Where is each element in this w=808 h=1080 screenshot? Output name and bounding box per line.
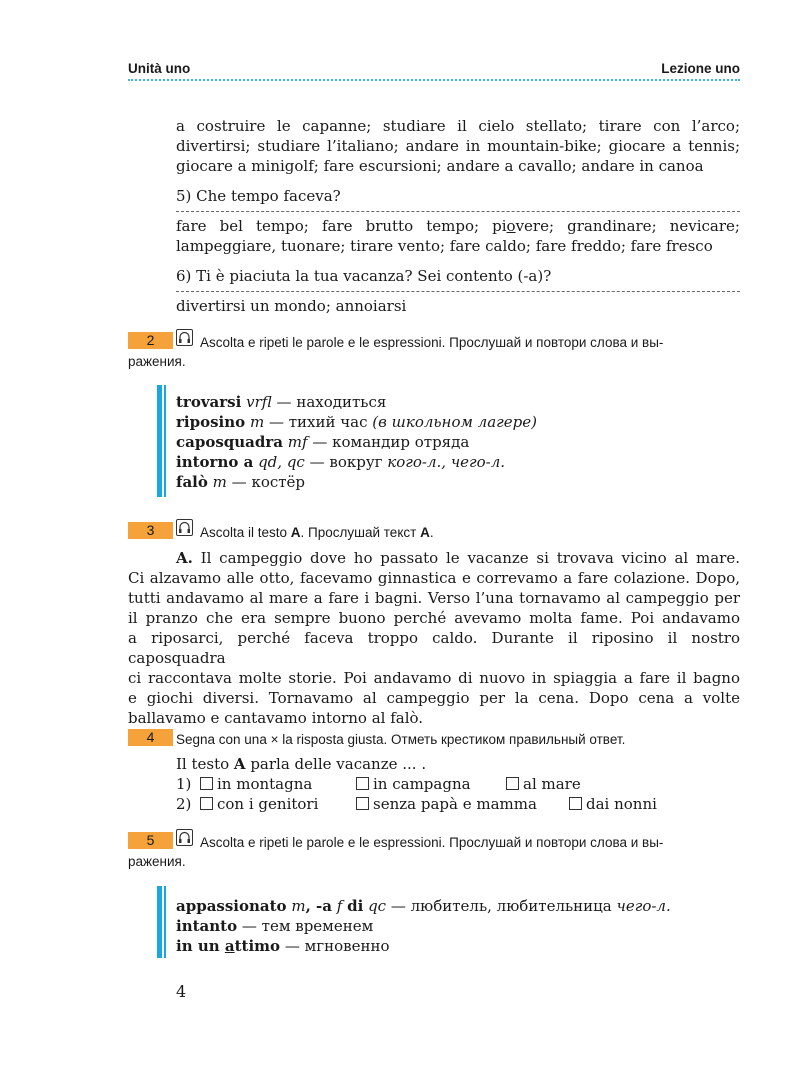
reading-text-a	[128, 548, 740, 728]
text-line: ballavamo e cantavamo intorno al falò.	[128, 709, 424, 727]
weather-expressions	[176, 216, 740, 256]
headphones-icon[interactable]	[176, 519, 193, 536]
vocabulary-list	[176, 392, 537, 492]
text-line: e giochi diversi. Tornavamo al campeggio per la cena. Dopo cena a volte	[128, 689, 740, 707]
header-divider	[128, 79, 740, 81]
page-number: 4	[176, 982, 187, 1001]
checkbox-option[interactable]: dai nonni	[569, 794, 657, 814]
checkbox[interactable]	[506, 777, 519, 790]
vocab-entry: intanto — тем временем	[176, 917, 374, 935]
vocab-entry: riposino m — тихий час (в школьном лагере)	[176, 413, 537, 431]
quiz-row	[176, 774, 740, 794]
text-line: giocare a minigolf; fare escursioni; andare a cavallo; andare in canoa	[176, 157, 704, 175]
question-6: 6) Ti è piaciuta la tua vacanza? Sei contento (-a)?	[176, 267, 552, 285]
headphones-icon[interactable]	[176, 829, 193, 846]
exercise-instruction: Ascolta il testo A. Прослушай текст A.	[200, 525, 434, 540]
vocab-entry: caposquadra mf — командир отряда	[176, 433, 470, 451]
vocab-entry: intorno a qd, qc — вокруг кого-л., чего-л.	[176, 453, 506, 471]
lesson-title: Lezione uno	[661, 61, 740, 76]
exercise-number-badge: 3	[128, 522, 173, 539]
checkbox[interactable]	[356, 777, 369, 790]
exercise-instruction-cont: ражения.	[128, 354, 186, 369]
text-line: divertirsi; studiare l’italiano; andare in mountain-bike; giocare a tennis;	[176, 137, 740, 155]
text-line: lampeggiare, tuonare; tirare vento; fare caldo; fare freddo; fare fresco	[176, 237, 713, 255]
vocab-entry: appassionato m, -a f di qc — любитель, любительница чего-л.	[176, 897, 671, 915]
text-line: a riposarci, perché faceva troppo caldo. Durante il riposino il nostro caposquadra	[128, 629, 740, 667]
question-5: 5) Che tempo faceva?	[176, 187, 341, 205]
vocabulary-list	[176, 896, 671, 956]
exercise-instruction: Segna con una × la risposta giusta. Отметь крестиком правильный ответ.	[176, 732, 626, 747]
checkbox-option[interactable]: in campagna	[356, 774, 471, 794]
unit-title: Unità uno	[128, 61, 191, 76]
quiz-row-number: 2)	[176, 795, 192, 813]
exercise-instruction: Ascolta e ripeti le parole e le espressioni. Прослушай и повтори слова и вы-	[200, 335, 664, 350]
checkbox[interactable]	[356, 797, 369, 810]
vocab-box-bar-thin	[164, 886, 166, 958]
checkbox[interactable]	[200, 777, 213, 790]
answer-dashed-line	[176, 291, 740, 292]
exercise-number-badge: 5	[128, 832, 173, 849]
exercise-number-badge: 2	[128, 332, 173, 349]
question-6-answer: divertirsi un mondo; annoiarsi	[176, 297, 407, 315]
checkbox-option[interactable]: senza papà e mamma	[356, 794, 537, 814]
text-line: fare bel tempo; fare brutto tempo; piovere; grandinare; nevicare;	[176, 217, 740, 235]
exercise-number-badge: 4	[128, 729, 173, 746]
exercise-instruction: Ascolta e ripeti le parole e le espressioni. Прослушай и повтори слова и вы-	[200, 835, 664, 850]
text-line: il pranzo che era sempre buono perché avevamo molta fame. Poi andavamo	[128, 609, 740, 627]
vocab-entry: in un attimo — мгновенно	[176, 937, 390, 955]
checkbox-option[interactable]: con i genitori	[200, 794, 318, 814]
checkbox[interactable]	[569, 797, 582, 810]
vocab-box-bar	[157, 886, 162, 958]
text-line: A. Il campeggio dove ho passato le vacanze si trovava vicino al mare.	[176, 549, 740, 567]
text-line: tutti andavamo al mare a fare i bagni. Verso l’una tornavamo al campeggio per	[128, 589, 740, 607]
vocab-entry: falò m — костёр	[176, 473, 306, 491]
vocab-entry: trovarsi vrfl — находиться	[176, 393, 387, 411]
activities-list	[176, 116, 740, 176]
vocab-box-bar	[157, 385, 162, 497]
quiz-prompt: Il testo A parla delle vacanze ... .	[176, 755, 427, 773]
text-line: a costruire le capanne; studiare il cielo stellato; tirare con l’arco;	[176, 117, 740, 135]
text-line: ci raccontava molte storie. Poi andavamo di nuovo in spiaggia a fare il bagno	[128, 669, 740, 687]
quiz-row	[176, 794, 740, 814]
answer-dashed-line	[176, 211, 740, 212]
exercise-instruction-cont: ражения.	[128, 854, 186, 869]
headphones-icon[interactable]	[176, 329, 193, 346]
checkbox-option[interactable]: al mare	[506, 774, 581, 794]
text-line: Ci alzavamo alle otto, facevamo ginnastica e correvamo a fare colazione. Dopo,	[128, 569, 740, 587]
checkbox-option[interactable]: in montagna	[200, 774, 312, 794]
checkbox[interactable]	[200, 797, 213, 810]
vocab-box-bar-thin	[164, 385, 166, 497]
quiz-row-number: 1)	[176, 775, 192, 793]
